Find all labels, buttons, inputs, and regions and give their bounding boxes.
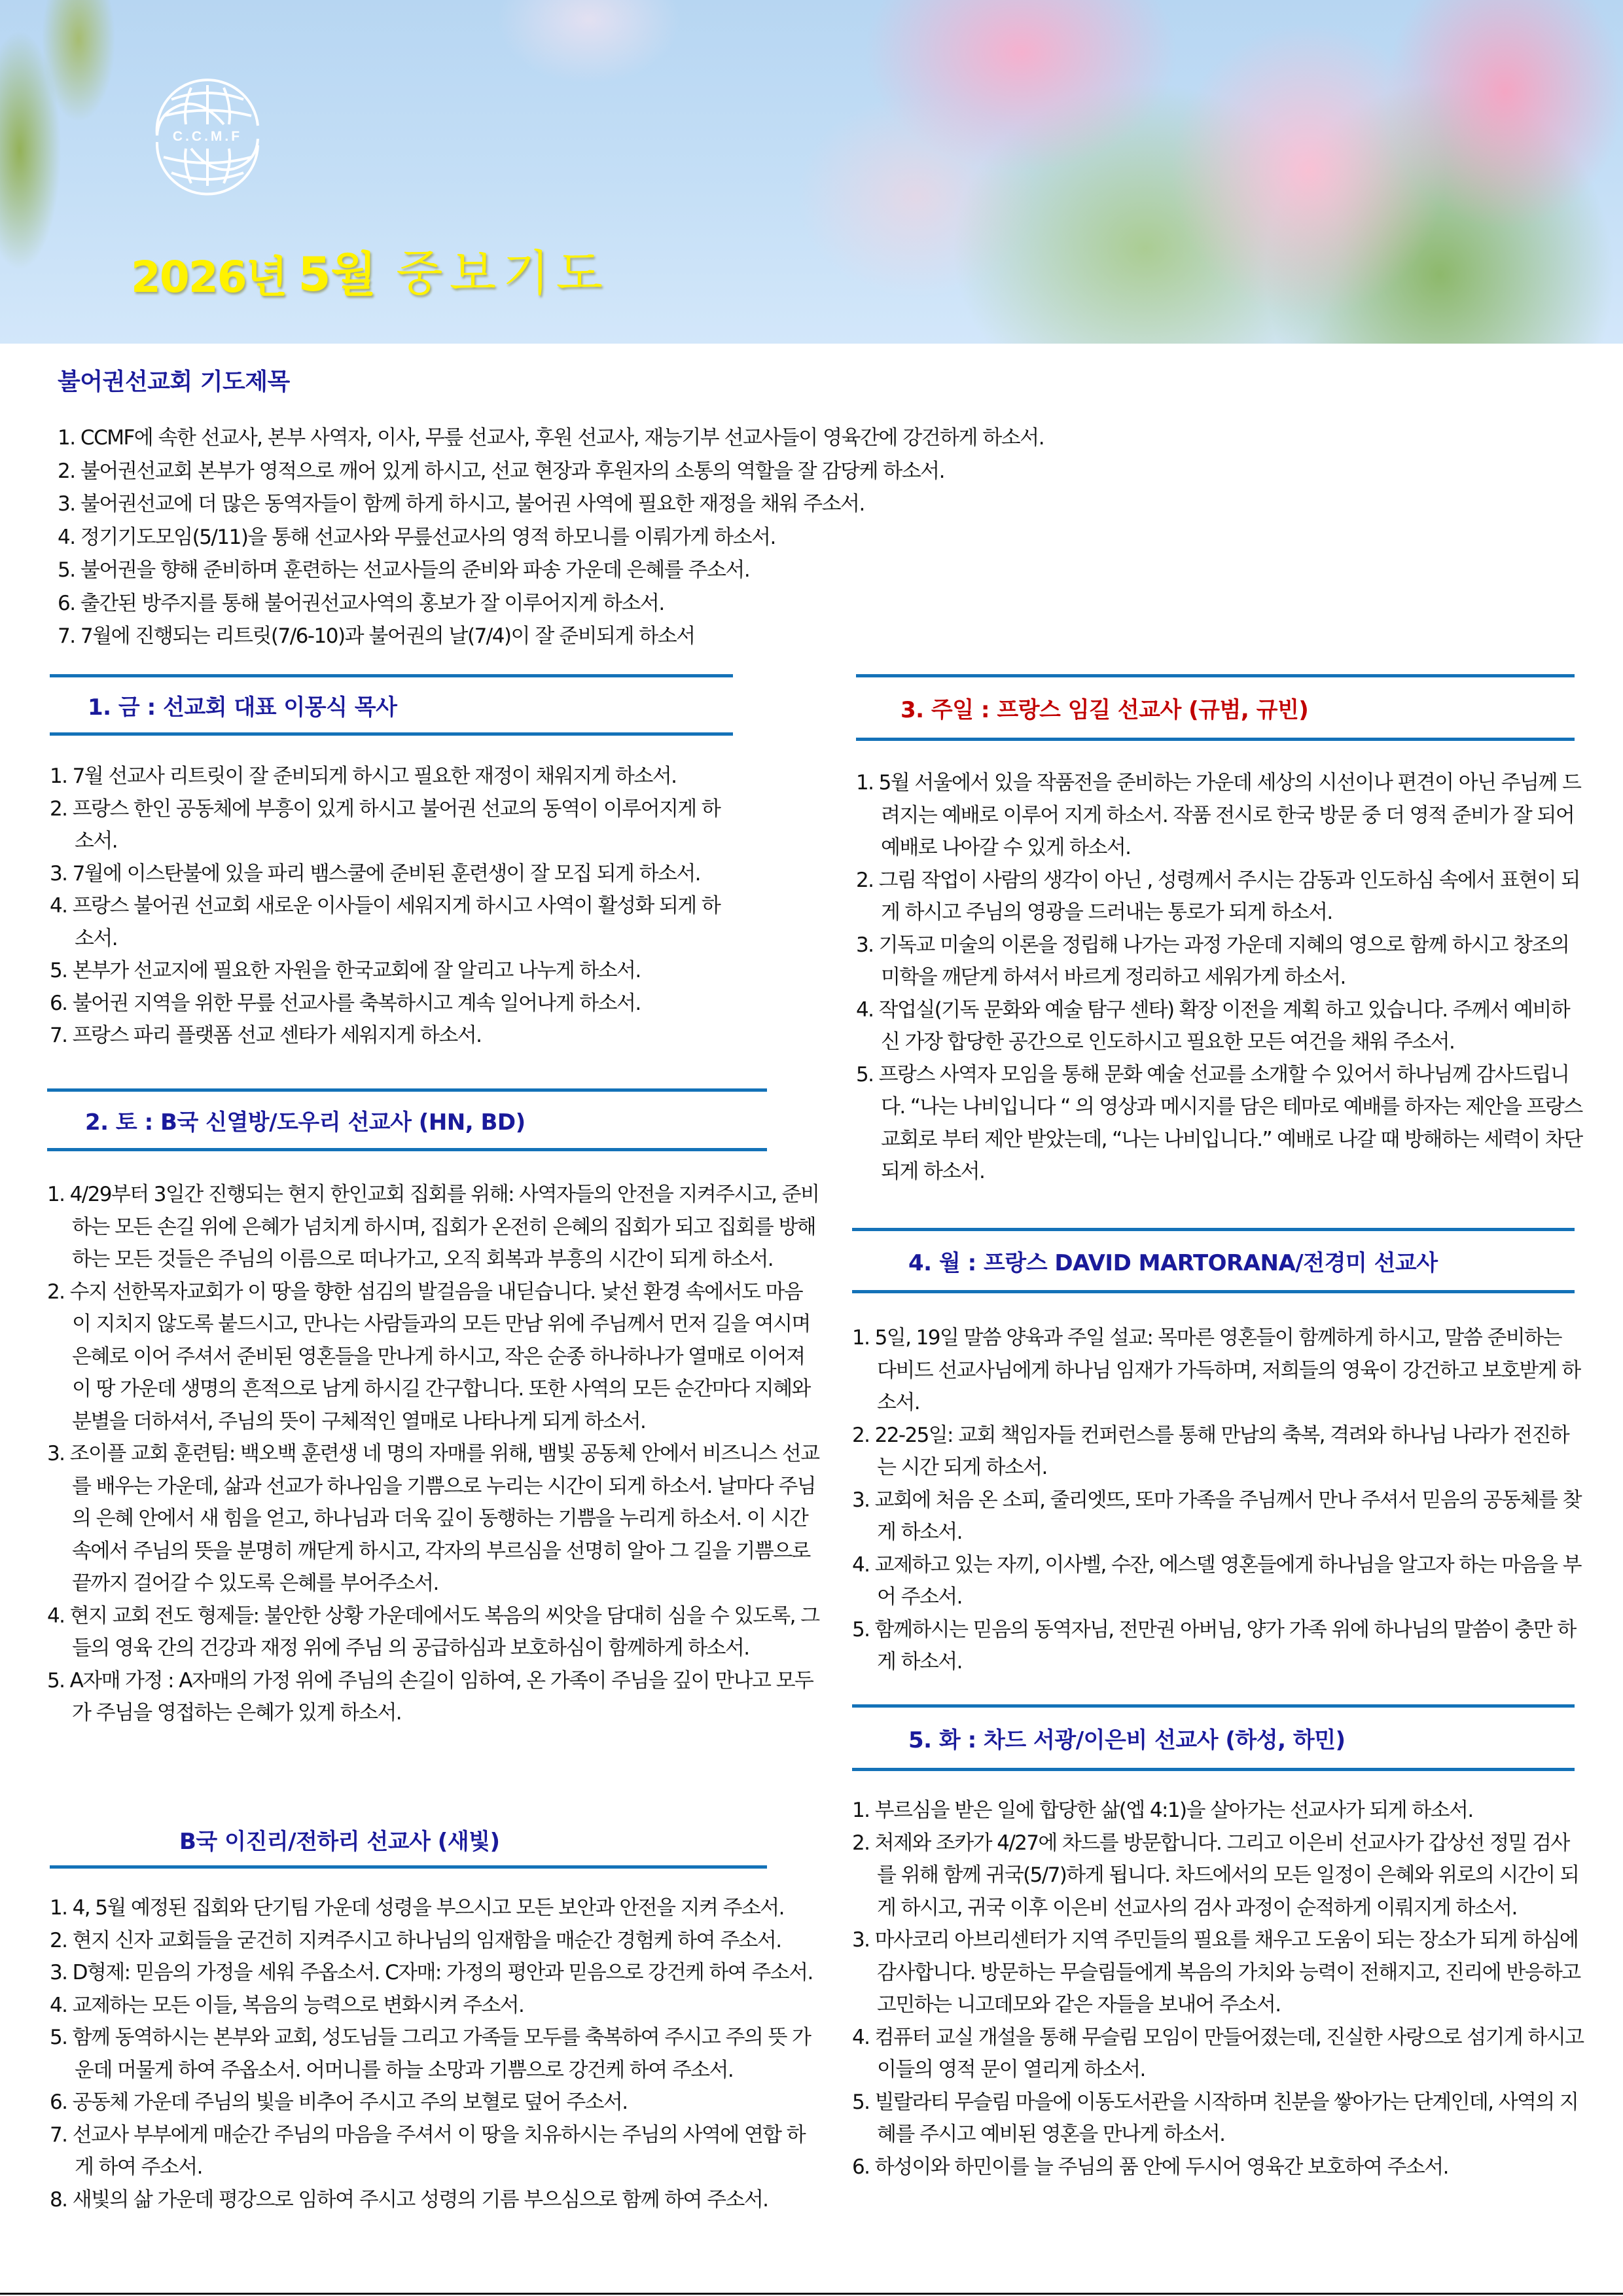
- prayer-item: 4. 프랑스 불어권 선교회 새로운 이사들이 세워지게 하시고 사역이 활성화 되게 하소서.: [50, 894, 721, 950]
- prayer-item: 8. 새빛의 삶 가운데 평강으로 임하여 주시고 성령의 기름 부으심으로 함께 하여 주소서.: [50, 2187, 768, 2212]
- prayer-item: 2. 프랑스 한인 공동체에 부흥이 있게 하시고 불어권 선교의 동역이 이루어지게 하소서.: [50, 797, 721, 853]
- divider: [856, 738, 1575, 741]
- divider: [852, 1290, 1575, 1293]
- section-heading: 5. 화 : 차드 서광/이은비 선교사 (하성, 하민): [908, 1727, 1346, 1753]
- prayer-item: 3. 마사코리 아브리센터가 지역 주민들의 필요를 채우고 도움이 되는 장소가 되게 하심에 감사합니다. 방문하는 무슬림들에게 복음의 가치와 능력이 전해지고, 진리에 반응하고 고민하는 니고데모와 같은 자들을 보내어 주소서.: [852, 1928, 1580, 2017]
- prayer-item: 5. 프랑스 사역자 모임을 통해 문화 예술 선교를 소개할 수 있어서 하나님께 감사드립니다. “나는 나비입니다 “ 의 영상과 메시지를 담은 테마로 예배를 하자는 제안을 프랑스 교회로 부터 제안 받았는데, “나는 나비입니다.” 예배로 나갈 때 방해하는 세력이 차단되게 하소서.: [856, 1062, 1582, 1183]
- prayer-item: 2. 현지 신자 교회들을 굳건히 지켜주시고 하나님의 임재함을 매순간 경험케 하여 주소서.: [50, 1928, 781, 1952]
- prayer-item: 2. 22-25일: 교회 책임자들 컨퍼런스를 통해 만남의 축복, 격려와 하나님 나라가 전진하는 시간 되게 하소서.: [852, 1423, 1569, 1479]
- divider: [47, 1148, 767, 1151]
- title-main: 중보기도: [396, 245, 610, 302]
- prayer-item: 4. 컴퓨터 교실 개설을 통해 무슬림 모임이 만들어졌는데, 진실한 사랑으로 섬기게 하시고 이들의 영적 문이 열리게 하소서.: [852, 2025, 1584, 2081]
- prayer-item: 5. A자매 가정 : A자매의 가정 위에 주님의 손길이 임하여, 온 가족이 주님을 깊이 만나고 모두가 주님을 영접하는 은혜가 있게 하소서.: [47, 1668, 813, 1725]
- overview-item: 2. 불어권선교회 본부가 영적으로 깨어 있게 하시고, 선교 현장과 후원자의 소통의 역할을 잘 감당케 하소서.: [58, 459, 944, 483]
- section-friday: [50, 674, 733, 1052]
- title-year: 2026년: [131, 252, 287, 302]
- prayer-item: 2. 수지 선한목자교회가 이 땅을 향한 섬김의 발걸음을 내딛습니다. 낯선 환경 속에서도 마음이 지치지 않도록 붙드시고, 만나는 사람들과의 모든 만남 위에 주님께서 먼저 길을 여시며 은혜로 이어 주셔서 준비된 영혼들을 만나게 하시고, 작은 순종 하나하나가 열매로 이어져 이 땅 가운데 생명의 흔적으로 남게 하시길 간구합니다. 또한 사역의 모든 순간마다 지혜와 분별을 더하셔서, 주님의 뜻이 구체적인 열매로 나타나게 되게 하소서.: [47, 1280, 810, 1433]
- prayer-list: [856, 767, 1582, 1189]
- prayer-item: 7. 선교사 부부에게 매순간 주님의 마음을 주셔서 이 땅을 치유하시는 주님의 사역에 연합 하게 하여 주소서.: [50, 2123, 806, 2179]
- prayer-item: 1. 5일, 19일 말씀 양육과 주일 설교: 목마른 영혼들이 함께하게 하시고, 말씀 준비하는 다비드 선교사님에게 하나님 임재가 가득하며, 저희들의 영육이 강건하고 보호받게 하소서.: [852, 1326, 1580, 1414]
- prayer-item: 2. 그림 작업이 사람의 생각이 아닌 , 성령께서 주시는 감동과 인도하심 속에서 표현이 되게 하시고 주님의 영광을 드러내는 통로가 되게 하소서.: [856, 868, 1580, 924]
- prayer-item: 5. 함께 동역하시는 본부와 교회, 성도님들 그리고 가족들 모두를 축복하여 주시고 주의 뜻 가운데 머물게 하여 주옵소서. 어머니를 하늘 소망과 기쁨으로 강건케 하여 주소서.: [50, 2026, 811, 2082]
- prayer-item: 6. 공동체 가운데 주님의 빛을 비추어 주시고 주의 보혈로 덮어 주소서.: [50, 2090, 628, 2114]
- prayer-item: 5. 본부가 선교지에 필요한 자원을 한국교회에 잘 알리고 나누게 하소서.: [50, 959, 641, 982]
- page-bottom-border: [0, 2293, 1623, 2295]
- section-heading: 2. 토 : B국 신열방/도우리 선교사 (HN, BD): [85, 1109, 526, 1136]
- overview-item: 6. 출간된 방주지를 통해 불어권선교사역의 홍보가 잘 이루어지게 하소서.: [58, 591, 664, 615]
- prayer-item: 3. D형제: 믿음의 가정을 세워 주옵소서. C자매: 가정의 평안과 믿음으로 강건케 하여 주소서.: [50, 1961, 813, 1984]
- overview-item: 1. CCMF에 속한 선교사, 본부 사역자, 이사, 무릎 선교사, 후원 선교사, 재능기부 선교사들이 영육간에 강건하게 하소서.: [58, 426, 1044, 450]
- prayer-item: 5. 빌랄라티 무슬림 마을에 이동도서관을 시작하며 친분을 쌓아가는 단계인데, 사역의 지혜를 주시고 예비된 영혼을 만나게 하소서.: [852, 2090, 1578, 2146]
- overview-section: [58, 363, 1563, 653]
- prayer-list: [47, 1179, 819, 1730]
- section-saturday: [47, 1088, 819, 1730]
- divider: [852, 1768, 1575, 1771]
- prayer-item: 3. 교회에 처음 온 소피, 줄리엣뜨, 또마 가족을 주님께서 만나 주셔서 믿음의 공동체를 찾게 하소서.: [852, 1488, 1581, 1544]
- prayer-item: 4. 현지 교회 전도 형제들: 불안한 상황 가운데에서도 복음의 씨앗을 담대히 심을 수 있도록, 그들의 영육 간의 건강과 재정 위에 주님 의 공급하심과 보호하심이 함께하게 하소서.: [47, 1604, 819, 1660]
- overview-item: 3. 불어권선교에 더 많은 동역자들이 함께 하게 하시고, 불어권 사역에 필요한 재정을 채워 주소서.: [58, 492, 865, 516]
- section-tuesday: [852, 1704, 1584, 2183]
- prayer-item: 1. 5월 서울에서 있을 작품전을 준비하는 가운데 세상의 시선이나 편견이 아닌 주님께 드려지는 예배로 이루어 지게 하소서. 작품 전시로 한국 방문 중 더 영적 준비가 잘 되어 예배로 나아갈 수 있게 하소서.: [856, 771, 1581, 859]
- prayer-list: [852, 1795, 1585, 2183]
- prayer-list: [50, 1892, 822, 2216]
- section-heading: 1. 금 : 선교회 대표 이몽식 목사: [88, 694, 397, 721]
- prayer-item: 1. 4/29부터 3일간 진행되는 현지 한인교회 집회를 위해: 사역자들의 안전을 지켜주시고, 준비하는 모든 손길 위에 은혜가 넘치게 하시며, 집회가 온전히 은혜의 집회가 되고 집회를 방해하는 모든 것들은 주님의 이름으로 떠나가고, 오직 회복과 부흥의 시간이 되게 하소서.: [47, 1183, 819, 1271]
- overview-list: [58, 422, 1563, 653]
- prayer-item: 6. 하성이와 하민이를 늘 주님의 품 안에 두시어 영육간 보호하여 주소서.: [852, 2155, 1448, 2179]
- svg-text:C.C.M.F: C.C.M.F: [172, 129, 243, 144]
- section-heading: B국 이진리/전하리 선교사 (새빛): [179, 1828, 500, 1855]
- overview-title: 불어권선교회 기도제목: [58, 368, 290, 395]
- divider: [50, 732, 733, 736]
- section-b-country-saebit: [50, 1813, 813, 2216]
- prayer-item: 3. 7월에 이스탄불에 있을 파리 뱀스쿨에 준비된 훈련생이 잘 모집 되게 하소서.: [50, 861, 700, 886]
- prayer-item: 1. 7월 선교사 리트릿이 잘 준비되게 하시고 필요한 재정이 채워지게 하소서.: [50, 764, 677, 788]
- globe-logo-icon: [145, 73, 270, 198]
- header-banner: [0, 0, 1623, 344]
- prayer-item: 1. 부르심을 받은 일에 합당한 삶(엡 4:1)을 살아가는 선교사가 되게 하소서.: [852, 1799, 1473, 1822]
- overview-item: 5. 불어권을 향해 준비하며 훈련하는 선교사들의 준비와 파송 가운데 은혜를 주소서.: [58, 558, 750, 582]
- section-monday: [852, 1228, 1581, 1679]
- prayer-item: 5. 함께하시는 믿음의 동역자님, 전만권 아버님, 양가 가족 위에 하나님의 말씀이 충만 하게 하소서.: [852, 1617, 1576, 1674]
- prayer-item: 3. 조이플 교회 훈련팀: 백오백 훈련생 네 명의 자매를 위해, 뱀빛 공동체 안에서 비즈니스 선교를 배우는 가운데, 삶과 선교가 하나임을 기쁨으로 누리는 시간이 되게 하소서. 날마다 주님의 은혜 안에서 새 힘을 얻고, 하나님과 더욱 깊이 동행하는 기쁨을 누리게 하소서. 이 시간 속에서 주님의 뜻을 분명히 깨닫게 하시고, 각자의 부르심을 선명히 알아 그 길을 기쁨으로 끝까지 걸어갈 수 있도록 은혜를 부어주소서.: [47, 1442, 819, 1595]
- banner-title: [131, 232, 609, 304]
- prayer-list: [50, 761, 733, 1052]
- prayer-list: [852, 1322, 1585, 1679]
- prayer-item: 7. 프랑스 파리 플랫폼 선교 센타가 세워지게 하소서.: [50, 1024, 482, 1047]
- section-sunday: [856, 674, 1582, 1189]
- prayer-item: 2. 처제와 조카가 4/27에 차드를 방문합니다. 그리고 이은비 선교사가 갑상선 정밀 검사를 위해 함께 귀국(5/7)하게 됩니다. 차드에서의 모든 일정이 은혜와 위로의 시간이 되게 하시고, 귀국 이후 이은비 선교사의 검사 과정이 순적하게 이뤄지게 하소서.: [852, 1831, 1579, 1920]
- prayer-item: 3. 기독교 미술의 이론을 정립해 나가는 과정 가운데 지혜의 영으로 함께 하시고 창조의 미학을 깨닫게 하셔서 바르게 정리하고 세워가게 하소서.: [856, 933, 1569, 989]
- section-heading: 4. 월 : 프랑스 DAVID MARTORANA/전경미 선교사: [908, 1249, 1438, 1276]
- prayer-item: 1. 4, 5월 예정된 집회와 단기팀 가운데 성령을 부으시고 모든 보안과 안전을 지켜 주소서.: [50, 1896, 784, 1920]
- section-heading: 3. 주일 : 프랑스 임길 선교사 (규범, 규빈): [901, 696, 1309, 723]
- divider: [50, 1865, 767, 1869]
- prayer-item: 6. 불어권 지역을 위한 무릎 선교사를 축복하시고 계속 일어나게 하소서.: [50, 991, 641, 1015]
- overview-item: 7. 7월에 진행되는 리트릿(7/6-10)과 불어권의 날(7/4)이 잘 준비되게 하소서: [58, 624, 695, 648]
- prayer-item: 4. 작업실(기독 문화와 예술 탐구 센타) 확장 이전을 계획 하고 있습니다. 주께서 예비하신 가장 합당한 공간으로 인도하시고 필요한 모든 여건을 채워 주소서.: [856, 997, 1570, 1054]
- title-month: 5월: [298, 247, 377, 302]
- prayer-item: 4. 교제하는 모든 이들, 복음의 능력으로 변화시켜 주소서.: [50, 1993, 524, 2017]
- prayer-item: 4. 교제하고 있는 자끼, 이사벨, 수잔, 에스델 영혼들에게 하나님을 알고자 하는 마음을 부어 주소서.: [852, 1552, 1581, 1609]
- overview-item: 4. 정기기도모임(5/11)을 통해 선교사와 무릎선교사의 영적 하모니를 이뤄가게 하소서.: [58, 525, 776, 549]
